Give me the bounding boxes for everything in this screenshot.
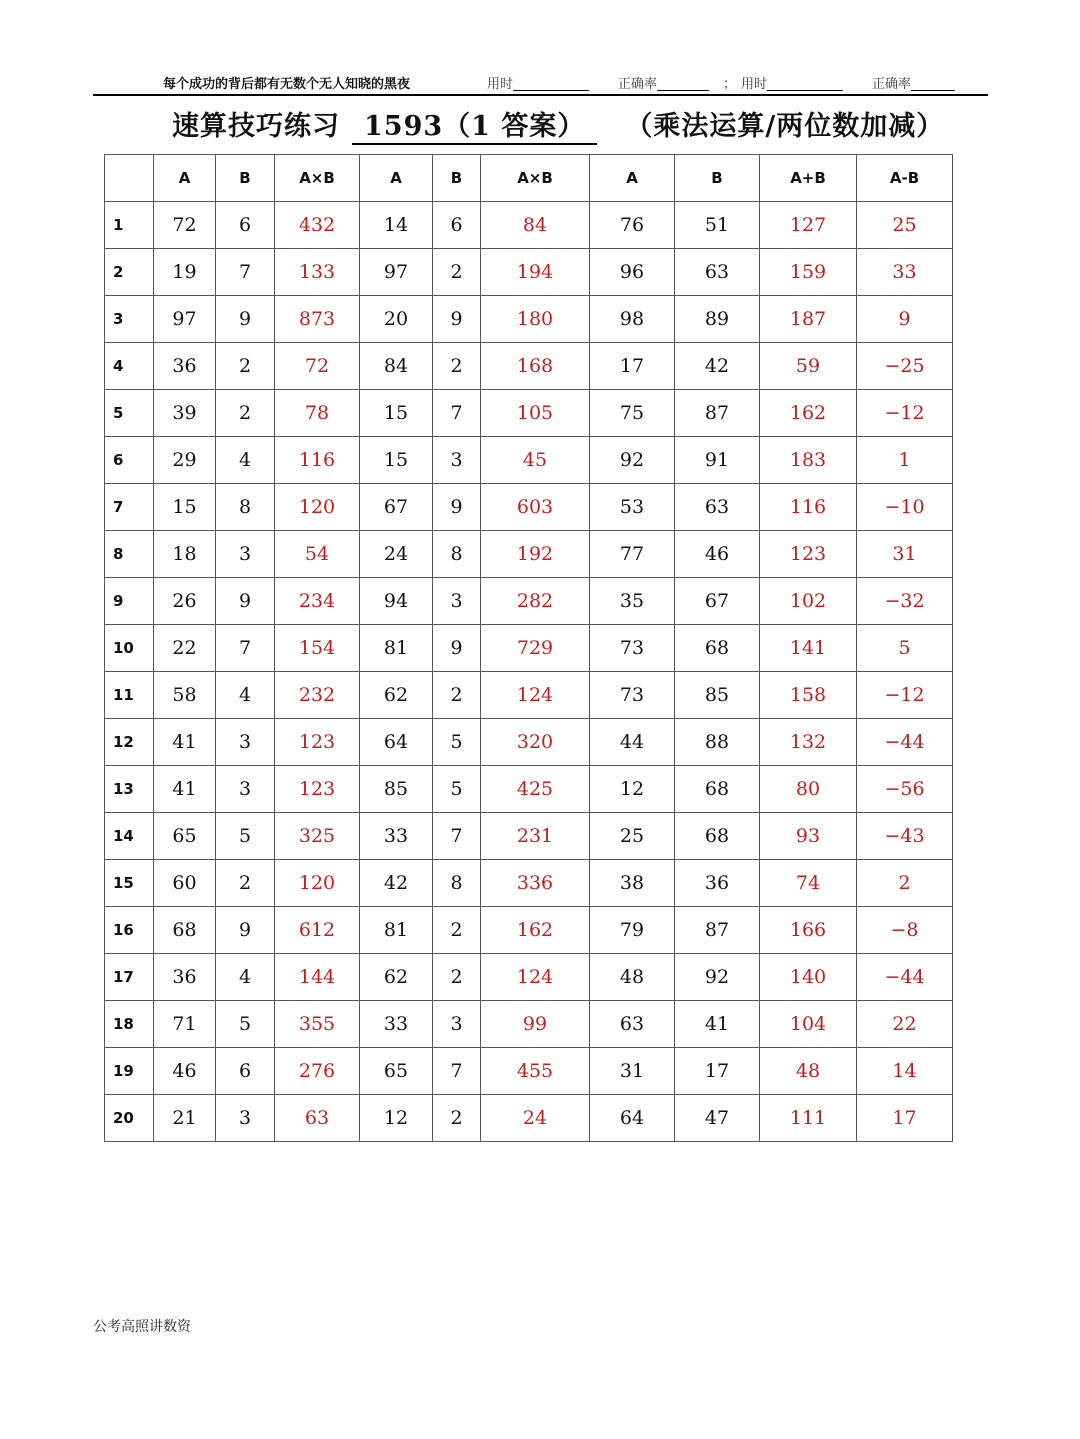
operand-cell: 7 [433,813,481,860]
answer-cell: 22 [857,1001,953,1048]
operand-cell: 19 [154,249,216,296]
operand-cell: 9 [216,578,275,625]
operand-cell: 6 [216,202,275,249]
operand-cell: 18 [154,531,216,578]
operand-cell: 3 [433,578,481,625]
answer-cell: 132 [760,719,857,766]
table-row [105,531,953,578]
answer-cell: 158 [760,672,857,719]
answer-cell: 78 [275,390,360,437]
answer-cell: −43 [857,813,953,860]
table-row [105,296,953,343]
operand-cell: 36 [154,343,216,390]
operand-cell: 2 [216,343,275,390]
accuracy-label-1: 正确率 [618,73,657,92]
operand-cell: 67 [675,578,760,625]
answer-cell: 120 [275,860,360,907]
operand-cell: 33 [360,1001,433,1048]
operand-cell: 65 [360,1048,433,1095]
operand-cell: 47 [675,1095,760,1142]
operand-cell: 3 [433,1001,481,1048]
answer-cell: 123 [275,719,360,766]
row-number: 14 [105,813,154,860]
operand-cell: 92 [590,437,675,484]
operand-cell: 20 [360,296,433,343]
operand-cell: 12 [590,766,675,813]
answer-cell: 194 [481,249,590,296]
operand-cell: 25 [590,813,675,860]
table-row [105,625,953,672]
answer-cell: −8 [857,907,953,954]
operand-cell: 7 [433,390,481,437]
operand-cell: 84 [360,343,433,390]
operand-cell: 76 [590,202,675,249]
answer-cell: −12 [857,390,953,437]
table-row [105,202,953,249]
answer-cell: 1 [857,437,953,484]
operand-cell: 7 [216,625,275,672]
operand-cell: 79 [590,907,675,954]
answer-cell: 729 [481,625,590,672]
footer-text: 公考高照讲数资 [93,1319,191,1335]
operand-cell: 87 [675,907,760,954]
operand-cell: 63 [675,249,760,296]
table-row [105,484,953,531]
operand-cell: 17 [675,1048,760,1095]
operand-cell: 87 [675,390,760,437]
operand-cell: 9 [216,296,275,343]
answer-cell: 603 [481,484,590,531]
operand-cell: 33 [360,813,433,860]
answer-cell: 168 [481,343,590,390]
operand-cell: 92 [675,954,760,1001]
operand-cell: 65 [154,813,216,860]
operand-cell: 3 [433,437,481,484]
answer-cell: 192 [481,531,590,578]
answer-cell: 74 [760,860,857,907]
row-number: 16 [105,907,154,954]
page-header [93,70,988,96]
table-row [105,954,953,1001]
column-header: B [216,155,275,202]
answer-cell: 140 [760,954,857,1001]
answer-cell: −44 [857,719,953,766]
answer-cell: 9 [857,296,953,343]
operand-cell: 38 [590,860,675,907]
operand-cell: 58 [154,672,216,719]
operand-cell: 42 [360,860,433,907]
answer-cell: 80 [760,766,857,813]
table-row [105,766,953,813]
answer-cell: 123 [275,766,360,813]
operand-cell: 64 [360,719,433,766]
answer-cell: 31 [857,531,953,578]
operand-cell: 72 [154,202,216,249]
operand-cell: 88 [675,719,760,766]
answer-cell: −56 [857,766,953,813]
row-number: 10 [105,625,154,672]
operand-cell: 5 [216,1001,275,1048]
operand-cell: 8 [216,484,275,531]
operand-cell: 5 [433,766,481,813]
time-blank-2[interactable] [767,76,843,91]
answer-cell: 48 [760,1048,857,1095]
operand-cell: 67 [360,484,433,531]
answer-cell: 455 [481,1048,590,1095]
operand-cell: 98 [590,296,675,343]
motto: 每个成功的背后都有无数个无人知晓的黑夜 [163,77,411,92]
table-row [105,719,953,766]
answer-cell: 17 [857,1095,953,1142]
column-header: A [154,155,216,202]
operand-cell: 85 [675,672,760,719]
row-number: 19 [105,1048,154,1095]
operand-cell: 62 [360,954,433,1001]
answer-cell: 180 [481,296,590,343]
operand-cell: 53 [590,484,675,531]
operand-cell: 4 [216,954,275,1001]
time-label-1: 用时 [487,73,513,92]
operand-cell: 21 [154,1095,216,1142]
title-number: 1593（1 答案） [352,104,597,145]
operand-cell: 42 [675,343,760,390]
operand-cell: 3 [216,531,275,578]
answer-cell: 5 [857,625,953,672]
operand-cell: 3 [216,719,275,766]
answer-cell: 104 [760,1001,857,1048]
answer-cell: −32 [857,578,953,625]
answer-cell: 14 [857,1048,953,1095]
operand-cell: 9 [433,296,481,343]
operand-cell: 9 [433,625,481,672]
operand-cell: 8 [433,531,481,578]
operand-cell: 41 [675,1001,760,1048]
row-number: 5 [105,390,154,437]
table-row [105,813,953,860]
operand-cell: 73 [590,625,675,672]
answer-cell: 33 [857,249,953,296]
answer-cell: 105 [481,390,590,437]
table-row [105,249,953,296]
answer-cell: 124 [481,672,590,719]
answer-cell: 59 [760,343,857,390]
operand-cell: 68 [675,766,760,813]
operand-cell: 17 [590,343,675,390]
column-header: B [433,155,481,202]
operand-cell: 81 [360,907,433,954]
answer-cell: 187 [760,296,857,343]
column-header: A+B [760,155,857,202]
answer-cell: 102 [760,578,857,625]
operand-cell: 2 [216,860,275,907]
separator: ； [723,77,737,92]
table-header-row [105,155,953,202]
operand-cell: 68 [154,907,216,954]
answer-cell: 166 [760,907,857,954]
answer-cell: −25 [857,343,953,390]
answer-cell: 99 [481,1001,590,1048]
operand-cell: 31 [590,1048,675,1095]
operand-cell: 9 [433,484,481,531]
operand-cell: 46 [154,1048,216,1095]
accuracy-blank-1[interactable] [657,76,709,91]
operand-cell: 97 [360,249,433,296]
answer-cell: 355 [275,1001,360,1048]
accuracy-blank-2[interactable] [911,76,955,91]
operand-cell: 73 [590,672,675,719]
operand-cell: 39 [154,390,216,437]
row-number: 6 [105,437,154,484]
operand-cell: 94 [360,578,433,625]
answer-cell: 84 [481,202,590,249]
column-header: A×B [275,155,360,202]
table-row [105,860,953,907]
answer-cell: 154 [275,625,360,672]
operand-cell: 4 [216,437,275,484]
practice-table [104,154,953,1142]
operand-cell: 2 [433,672,481,719]
column-header: B [675,155,760,202]
row-number: 20 [105,1095,154,1142]
table-row [105,1095,953,1142]
operand-cell: 63 [675,484,760,531]
row-number: 13 [105,766,154,813]
operand-cell: 89 [675,296,760,343]
row-number: 9 [105,578,154,625]
answer-cell: 873 [275,296,360,343]
answer-cell: 231 [481,813,590,860]
time-label-2: 用时 [741,73,767,92]
operand-cell: 2 [433,954,481,1001]
table-row [105,672,953,719]
row-number: 1 [105,202,154,249]
operand-cell: 35 [590,578,675,625]
operand-cell: 2 [433,343,481,390]
answer-cell: 432 [275,202,360,249]
column-header: A×B [481,155,590,202]
operand-cell: 15 [360,390,433,437]
table-row [105,1001,953,1048]
operand-cell: 96 [590,249,675,296]
operand-cell: 2 [433,907,481,954]
operand-cell: 51 [675,202,760,249]
page-title [172,104,944,145]
operand-cell: 62 [360,672,433,719]
answer-cell: 124 [481,954,590,1001]
row-number: 17 [105,954,154,1001]
operand-cell: 22 [154,625,216,672]
row-number: 12 [105,719,154,766]
answer-cell: 24 [481,1095,590,1142]
title-main: 速算技巧练习 [172,111,340,142]
answer-cell: 72 [275,343,360,390]
operand-cell: 9 [216,907,275,954]
operand-cell: 26 [154,578,216,625]
answer-cell: 123 [760,531,857,578]
row-number: 11 [105,672,154,719]
table-row [105,578,953,625]
answer-cell: 234 [275,578,360,625]
answer-cell: 183 [760,437,857,484]
column-header: A [590,155,675,202]
operand-cell: 77 [590,531,675,578]
answer-cell: 159 [760,249,857,296]
operand-cell: 41 [154,766,216,813]
answer-cell: 282 [481,578,590,625]
row-number: 2 [105,249,154,296]
operand-cell: 5 [216,813,275,860]
table-row [105,343,953,390]
operand-cell: 6 [433,202,481,249]
title-subtitle: （乘法运算/两位数加减） [625,111,945,142]
answer-cell: −44 [857,954,953,1001]
operand-cell: 15 [154,484,216,531]
operand-cell: 5 [433,719,481,766]
answer-cell: 325 [275,813,360,860]
row-number: 3 [105,296,154,343]
answer-cell: 45 [481,437,590,484]
operand-cell: 24 [360,531,433,578]
answer-cell: 54 [275,531,360,578]
row-number: 8 [105,531,154,578]
operand-cell: 91 [675,437,760,484]
operand-cell: 29 [154,437,216,484]
row-number: 15 [105,860,154,907]
answer-cell: 133 [275,249,360,296]
answer-cell: 232 [275,672,360,719]
operand-cell: 71 [154,1001,216,1048]
operand-cell: 64 [590,1095,675,1142]
table-row [105,437,953,484]
table-row [105,907,953,954]
operand-cell: 36 [675,860,760,907]
answer-cell: 144 [275,954,360,1001]
operand-cell: 14 [360,202,433,249]
operand-cell: 3 [216,1095,275,1142]
answer-cell: 141 [760,625,857,672]
operand-cell: 85 [360,766,433,813]
operand-cell: 75 [590,390,675,437]
operand-cell: 63 [590,1001,675,1048]
answer-cell: 111 [760,1095,857,1142]
operand-cell: 15 [360,437,433,484]
answer-cell: −10 [857,484,953,531]
answer-cell: 116 [760,484,857,531]
operand-cell: 4 [216,672,275,719]
accuracy-label-2: 正确率 [872,73,911,92]
answer-cell: 162 [760,390,857,437]
answer-cell: 336 [481,860,590,907]
answer-cell: 116 [275,437,360,484]
answer-cell: 425 [481,766,590,813]
answer-cell: 320 [481,719,590,766]
answer-cell: 93 [760,813,857,860]
operand-cell: 68 [675,625,760,672]
answer-cell: 2 [857,860,953,907]
operand-cell: 12 [360,1095,433,1142]
operand-cell: 2 [433,1095,481,1142]
row-number: 7 [105,484,154,531]
answer-cell: 127 [760,202,857,249]
operand-cell: 8 [433,860,481,907]
row-number: 18 [105,1001,154,1048]
operand-cell: 6 [216,1048,275,1095]
operand-cell: 81 [360,625,433,672]
answer-cell: 120 [275,484,360,531]
column-header: A-B [857,155,953,202]
table-body [105,202,953,1142]
table-row [105,390,953,437]
operand-cell: 46 [675,531,760,578]
column-header [105,155,154,202]
answer-cell: 63 [275,1095,360,1142]
operand-cell: 7 [433,1048,481,1095]
answer-cell: 276 [275,1048,360,1095]
operand-cell: 2 [433,249,481,296]
row-number: 4 [105,343,154,390]
operand-cell: 48 [590,954,675,1001]
operand-cell: 2 [216,390,275,437]
operand-cell: 68 [675,813,760,860]
time-blank-1[interactable] [513,76,589,91]
column-header: A [360,155,433,202]
answer-cell: 612 [275,907,360,954]
operand-cell: 60 [154,860,216,907]
answer-cell: 162 [481,907,590,954]
operand-cell: 36 [154,954,216,1001]
operand-cell: 44 [590,719,675,766]
answer-cell: 25 [857,202,953,249]
operand-cell: 3 [216,766,275,813]
table-row [105,1048,953,1095]
operand-cell: 7 [216,249,275,296]
answer-cell: −12 [857,672,953,719]
operand-cell: 41 [154,719,216,766]
operand-cell: 97 [154,296,216,343]
